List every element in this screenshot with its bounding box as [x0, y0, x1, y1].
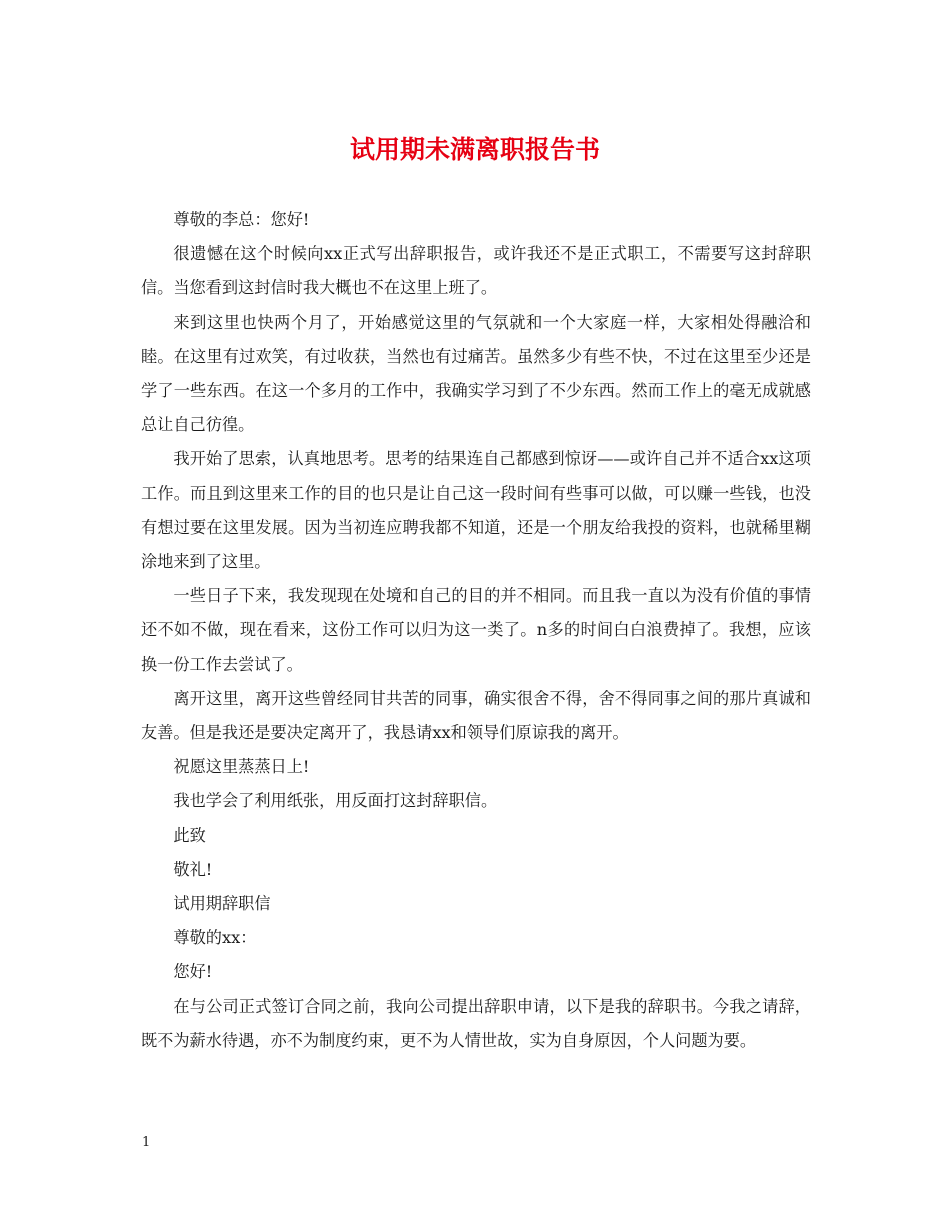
paragraph: 祝愿这里蒸蒸日上!: [173, 757, 310, 777]
closing-line: 此致: [173, 825, 206, 845]
closing-line: 敬礼!: [173, 859, 213, 879]
paragraph: 来到这里也快两个月了，开始感觉这里的气氛就和一个大家庭一样，大家相处得融洽和睦。在这里有过欢笑，有过收获，当然也有过痛苦。虽然多少有些不快，不过在这里至少还是学了一些东西。在这一个多月的工作中，我确实学习到了不少东西。然而工作上的毫无成就感总让自己彷徨。: [141, 312, 811, 435]
greeting: 您好!: [173, 962, 213, 982]
document-body: [141, 203, 811, 1058]
salutation: 尊敬的李总：您好!: [173, 210, 310, 229]
page-number: 1: [142, 1135, 151, 1150]
document-title: 试用期未满离职报告书: [349, 135, 600, 164]
section-heading: 试用期辞职信: [173, 894, 271, 914]
paragraph: 一些日子下来，我发现现在处境和自己的目的并不相同。而且我一直以为没有价值的事情还不如不做，现在看来，这份工作可以归为这一类了。n多的时间白白浪费掉了。我想，应该换一份工作去尝试了。: [141, 586, 811, 674]
paragraph: 离开这里，离开这些曾经同甘共苦的同事，确实很舍不得，舍不得同事之间的那片真诚和友善。但是我还是要决定离开了，我恳请xx和领导们原谅我的离开。: [141, 688, 811, 743]
paragraph: 很遗憾在这个时候向xx正式写出辞职报告，或许我还不是正式职工，不需要写这封辞职信。当您看到这封信时我大概也不在这里上班了。: [141, 244, 811, 298]
paragraph: 我开始了思索，认真地思考。思考的结果连自己都感到惊讶——或许自己并不适合xx这项工作。而且到这里来工作的目的也只是让自己这一段时间有些事可以做，可以赚一些钱，也没有想过要在这里发展。因为当初连应聘我都不知道，还是一个朋友给我投的资料，也就稀里糊涂地来到了这里。: [141, 449, 811, 572]
paragraph: 在与公司正式签订合同之前，我向公司提出辞职申请，以下是我的辞职书。今我之请辞，既不为薪水待遇，亦不为制度约束，更不为人情世故，实为自身原因，个人问题为要。: [141, 996, 811, 1050]
paragraph: 我也学会了利用纸张，用反面打这封辞职信。: [173, 791, 498, 811]
salutation: 尊敬的xx：: [173, 928, 257, 948]
